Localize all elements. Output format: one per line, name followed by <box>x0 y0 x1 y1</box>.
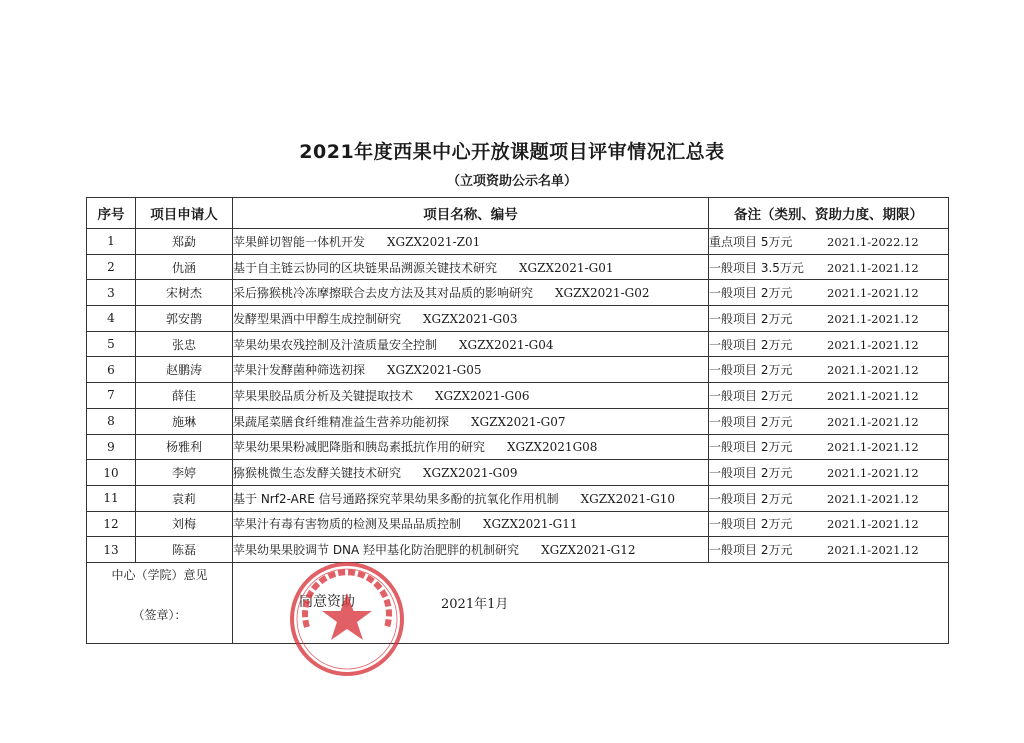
header-project: 项目名称、编号 <box>233 198 709 229</box>
row-project-cell <box>233 460 709 486</box>
row-project-code: XGZX2021-G07 <box>471 414 566 429</box>
row-amount: 2万元 <box>760 388 793 403</box>
row-period: 2021.1-2021.12 <box>827 491 919 506</box>
row-note-cell <box>709 408 949 434</box>
row-note-cell <box>709 434 949 460</box>
row-period: 2021.1-2021.12 <box>827 311 919 326</box>
row-project-name: 基于自主链云协同的区块链果品溯源关键技术研究 <box>233 260 498 275</box>
row-project-cell <box>233 383 709 409</box>
opinion-date: 2021年1月 <box>441 596 509 612</box>
row-project-name: 苹果幼果果粉减肥降脂和胰岛素抵抗作用的研究 <box>233 440 486 455</box>
row-category: 一般项目 <box>709 286 758 301</box>
row-project-name: 苹果幼果果胶调节 DNA 羟甲基化防治肥胖的机制研究 <box>233 543 520 558</box>
table-row <box>87 408 949 434</box>
table-row <box>87 485 949 511</box>
row-period: 2021.1-2021.12 <box>827 517 919 532</box>
row-category-amount <box>709 464 827 481</box>
row-project-name: 发酵型果酒中甲醇生成控制研究 <box>233 311 402 326</box>
row-category-amount <box>709 438 827 455</box>
table-row <box>87 254 949 280</box>
row-category: 一般项目 <box>709 466 758 481</box>
row-amount: 2万元 <box>760 311 793 326</box>
row-project-cell <box>233 511 709 537</box>
row-project-cell <box>233 229 709 255</box>
row-period: 2021.1-2021.12 <box>827 260 919 275</box>
row-project-code: XGZX2021-G10 <box>580 491 676 506</box>
row-project-name: 苹果汁有毒有害物质的检测及果品品质控制 <box>233 517 462 532</box>
row-applicant: 薛佳 <box>136 383 233 409</box>
row-category: 一般项目 <box>709 543 758 558</box>
row-project-cell <box>233 306 709 332</box>
row-category-amount <box>709 387 827 404</box>
table-body <box>87 229 949 563</box>
row-applicant: 李婷 <box>136 460 233 486</box>
row-note-cell <box>709 229 949 255</box>
row-category: 一般项目 <box>709 440 758 455</box>
row-amount: 2万元 <box>760 337 793 352</box>
row-category-amount <box>709 310 827 327</box>
row-seq: 7 <box>87 383 136 409</box>
row-project-name: 采后猕猴桃冷冻摩擦联合去皮方法及其对品质的影响研究 <box>233 286 534 301</box>
row-period: 2021.1-2021.12 <box>827 543 919 558</box>
row-project-cell <box>233 485 709 511</box>
row-note-cell <box>709 537 949 563</box>
row-project-code: XGZX2021-G11 <box>483 517 578 532</box>
table-row <box>87 434 949 460</box>
row-seq: 5 <box>87 331 136 357</box>
row-category-amount <box>709 284 827 301</box>
row-amount: 2万元 <box>760 414 793 429</box>
row-amount: 2万元 <box>760 543 793 558</box>
table-row <box>87 357 949 383</box>
row-applicant: 郭安鹊 <box>136 306 233 332</box>
row-period: 2021.1-2021.12 <box>827 414 919 429</box>
row-project-cell <box>233 331 709 357</box>
row-seq: 3 <box>87 280 136 306</box>
row-applicant: 赵鹏涛 <box>136 357 233 383</box>
row-period: 2021.1-2021.12 <box>827 363 919 378</box>
row-period: 2021.1-2021.12 <box>827 388 919 403</box>
header-note: 备注（类别、资助力度、期限） <box>709 198 949 229</box>
row-project-code: XGZX2021-G06 <box>435 388 530 403</box>
row-project-name: 果蔬尾菜膳食纤维精准益生营养功能初探 <box>233 414 450 429</box>
row-category: 一般项目 <box>709 414 758 429</box>
row-category: 一般项目 <box>709 260 758 275</box>
row-amount: 5万元 <box>760 234 793 249</box>
row-seq: 4 <box>87 306 136 332</box>
table-row <box>87 460 949 486</box>
row-seq: 10 <box>87 460 136 486</box>
row-applicant: 郑勐 <box>136 229 233 255</box>
row-project-code: XGZX2021-G12 <box>541 543 636 558</box>
table-header-row <box>87 198 949 229</box>
row-project-code: XGZX2021-G03 <box>423 311 518 326</box>
summary-table <box>86 197 949 644</box>
row-project-cell <box>233 254 709 280</box>
row-amount: 3.5万元 <box>760 260 804 275</box>
document-title: 2021年度西果中心开放课题项目评审情况汇总表 <box>299 141 725 163</box>
table-row <box>87 511 949 537</box>
row-project-code: XGZX2021-G01 <box>519 260 614 275</box>
opinion-label-cell <box>87 562 233 643</box>
row-applicant: 施琳 <box>136 408 233 434</box>
row-category-amount <box>709 515 827 532</box>
row-note-cell <box>709 460 949 486</box>
row-seq: 1 <box>87 229 136 255</box>
row-project-name: 基于 Nrf2-ARE 信号通路探究苹果幼果多酚的抗氧化作用机制 <box>233 491 559 506</box>
row-project-name: 苹果果胶品质分析及关键提取技术 <box>233 388 414 403</box>
row-category-amount <box>709 490 827 507</box>
row-seq: 9 <box>87 434 136 460</box>
row-project-code: XGZX2021-G02 <box>555 286 650 301</box>
row-project-code: XGZX2021-G09 <box>423 466 518 481</box>
row-seq: 8 <box>87 408 136 434</box>
row-note-cell <box>709 254 949 280</box>
row-category-amount <box>709 413 827 430</box>
row-project-name: 苹果幼果农残控制及汁渣质量安全控制 <box>233 337 438 352</box>
row-note-cell <box>709 485 949 511</box>
official-seal-icon <box>287 559 407 679</box>
row-category: 重点项目 <box>709 234 758 249</box>
row-category: 一般项目 <box>709 337 758 352</box>
row-project-code: XGZX2021-G04 <box>459 337 554 352</box>
row-note-cell <box>709 511 949 537</box>
row-project-cell <box>233 280 709 306</box>
row-applicant: 杨雅利 <box>136 434 233 460</box>
signature-label: （签章）： <box>132 607 187 622</box>
row-category: 一般项目 <box>709 517 758 532</box>
row-note-cell <box>709 280 949 306</box>
row-category: 一般项目 <box>709 363 758 378</box>
row-applicant: 宋树杰 <box>136 280 233 306</box>
row-applicant: 刘梅 <box>136 511 233 537</box>
row-category: 一般项目 <box>709 311 758 326</box>
row-project-cell <box>233 408 709 434</box>
row-seq: 13 <box>87 537 136 563</box>
table-row <box>87 331 949 357</box>
row-period: 2021.1-2021.12 <box>827 440 919 455</box>
row-category-amount <box>709 336 827 353</box>
table-row <box>87 229 949 255</box>
table-row <box>87 383 949 409</box>
row-note-cell <box>709 383 949 409</box>
row-category-amount <box>709 259 827 276</box>
row-period: 2021.1-2021.12 <box>827 337 919 352</box>
row-category-amount <box>709 541 827 558</box>
row-category-amount <box>709 233 827 250</box>
row-amount: 2万元 <box>760 363 793 378</box>
row-amount: 2万元 <box>760 491 793 506</box>
row-project-code: XGZX2021-Z01 <box>387 234 481 249</box>
row-project-name: 苹果鲜切智能一体机开发 <box>233 234 366 249</box>
table-row <box>87 280 949 306</box>
row-seq: 6 <box>87 357 136 383</box>
table-row <box>87 537 949 563</box>
opinion-label: 中心（学院）意见 <box>111 567 208 582</box>
row-applicant: 张忠 <box>136 331 233 357</box>
row-amount: 2万元 <box>760 466 793 481</box>
row-applicant: 仇涵 <box>136 254 233 280</box>
row-category-amount <box>709 361 827 378</box>
row-period: 2021.1-2021.12 <box>827 466 919 481</box>
row-amount: 2万元 <box>760 517 793 532</box>
row-project-name: 猕猴桃微生态发酵关键技术研究 <box>233 466 402 481</box>
row-seq: 12 <box>87 511 136 537</box>
row-category: 一般项目 <box>709 491 758 506</box>
row-applicant: 陈磊 <box>136 537 233 563</box>
row-note-cell <box>709 331 949 357</box>
row-amount: 2万元 <box>760 286 793 301</box>
opinion-row <box>87 562 949 643</box>
row-project-cell <box>233 357 709 383</box>
header-seq: 序号 <box>87 198 136 229</box>
row-amount: 2万元 <box>760 440 793 455</box>
row-note-cell <box>709 357 949 383</box>
row-project-code: XGZX2021-G05 <box>387 363 482 378</box>
row-seq: 2 <box>87 254 136 280</box>
row-seq: 11 <box>87 485 136 511</box>
row-project-cell <box>233 434 709 460</box>
row-note-cell <box>709 306 949 332</box>
opinion-text: 同意资助 <box>299 593 355 610</box>
document-subtitle: （立项资助公示名单） <box>446 174 577 189</box>
row-applicant: 袁莉 <box>136 485 233 511</box>
row-period: 2021.1-2021.12 <box>827 286 919 301</box>
header-applicant: 项目申请人 <box>136 198 233 229</box>
table-row <box>87 306 949 332</box>
row-project-code: XGZX2021G08 <box>507 440 598 455</box>
row-category: 一般项目 <box>709 388 758 403</box>
row-project-name: 苹果汁发酵菌种筛选初探 <box>233 363 366 378</box>
row-period: 2021.1-2022.12 <box>827 234 919 249</box>
